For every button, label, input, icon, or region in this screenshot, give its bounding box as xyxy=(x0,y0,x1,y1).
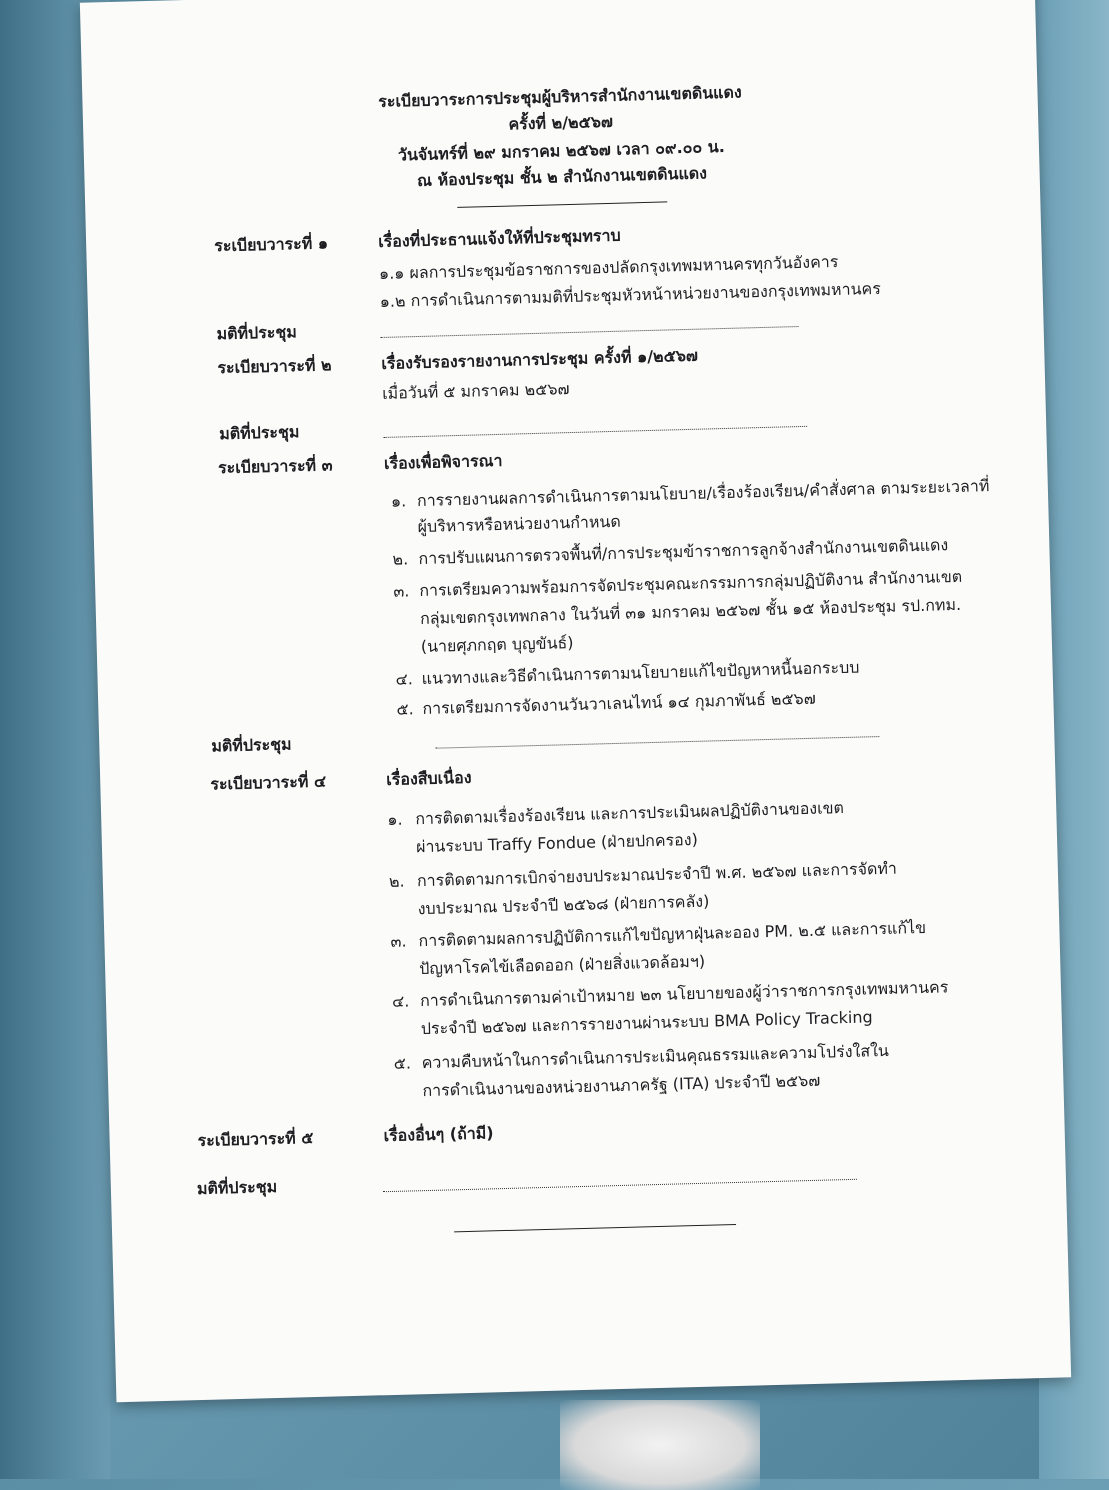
resolution-1-blank xyxy=(381,326,799,338)
agenda-3-item-4-line-1: แนวทางและวิธีดำเนินการตามนโยบายแก้ไขปัญหาหนี้นอกระบบ xyxy=(421,657,860,689)
resolution-5-label: มติที่ประชุม xyxy=(196,1176,278,1199)
agenda-1-item-1: ๑.๑ ผลการประชุมข้อราชการของปลัดกรุงเทพมหานครทุกวันอังคาร xyxy=(378,251,839,283)
agenda-1-label: ระเบียบวาระที่ ๑ xyxy=(213,233,329,256)
meeting-place: ณ ห้องประชุม ชั้น ๒ สำนักงานเขตดินแดง xyxy=(416,163,708,190)
agenda-5-label: ระเบียบวาระที่ ๕ xyxy=(197,1128,314,1151)
agenda-2-item-1: เมื่อวันที่ ๕ มกราคม ๒๕๖๗ xyxy=(381,379,570,403)
agenda-3-item-3-line-3: (นายศุภกฤต บุญขันธ์) xyxy=(420,633,574,657)
agenda-4-item-4-line-2: ประจำปี ๒๕๖๗ และการรายงานผ่านระบบ BMA Policy Tracking xyxy=(420,1007,873,1039)
agenda-4-item-2-line-1: การติดตามการเบิกจ่ายงบประมาณประจำปี พ.ศ. ๒๕๖๗ และการจัดทำ xyxy=(416,858,898,891)
agenda-3-item-2-num: ๒. xyxy=(392,549,409,569)
agenda-3-item-1-line-2: ผู้บริหารหรือหน่วยงานกำหนด xyxy=(417,511,621,537)
agenda-3-item-3-num: ๓. xyxy=(393,581,410,601)
agenda-4-item-5-line-2: การดำเนินงานของหน่วยงานภาครัฐ (ITA) ประจำปี ๒๕๖๗ xyxy=(422,1070,821,1101)
agenda-1-topic: เรื่องที่ประธานแจ้งให้ที่ประชุมทราบ xyxy=(377,225,621,252)
resolution-5-blank xyxy=(383,1179,857,1192)
resolution-1-label: มติที่ประชุม xyxy=(216,322,298,344)
agenda-2-topic: เรื่องรับรองรายงานการประชุม ครั้งที่ ๑/๒๕๖๗ xyxy=(381,345,699,373)
resolution-3-blank xyxy=(435,736,879,749)
resolution-3-label: มติที่ประชุม xyxy=(211,734,292,756)
resolution-2-blank xyxy=(383,426,807,438)
resolution-2-label: มติที่ประชุม xyxy=(218,422,300,444)
agenda-4-item-2-num: ๒. xyxy=(388,871,405,891)
session-number: ครั้งที่ ๒/๒๕๖๗ xyxy=(508,111,614,134)
agenda-3-item-1-num: ๑. xyxy=(390,491,407,511)
cloth-corner xyxy=(560,1400,760,1490)
agenda-4-item-3-line-1: การติดตามผลการปฏิบัติการแก้ไขปัญหาฝุ่นละออง PM. ๒.๕ และการแก้ไข xyxy=(418,917,927,951)
agenda-4-item-2-line-2: งบประมาณ ประจำปี ๒๕๖๘ (ฝ่ายการคลัง) xyxy=(417,891,710,919)
agenda-3-topic: เรื่องเพื่อพิจารณา xyxy=(383,450,503,473)
meeting-datetime: วันจันทร์ที่ ๒๙ มกราคม ๒๕๖๗ เวลา ๐๙.๐๐ น. xyxy=(397,136,726,165)
agenda-4-topic: เรื่องสืบเนื่อง xyxy=(386,767,472,789)
agenda-4-item-4-line-1: การดำเนินการตามค่าเป้าหมาย ๒๓ นโยบายของผู้ว่าราชการกรุงเทพมหานคร xyxy=(419,977,949,1011)
agenda-5-topic: เรื่องอื่นๆ (ถ้ามี) xyxy=(383,1123,494,1146)
agenda-4-item-3-line-2: ปัญหาโรคไข้เลือดออก (ฝ่ายสิ่งแวดล้อมฯ) xyxy=(418,951,706,979)
agenda-3-item-4-num: ๔. xyxy=(395,669,414,689)
agenda-1-item-2: ๑.๒ การดำเนินการตามมติที่ประชุมหัวหน้าหน่วยงานของกรุงเทพมหานคร xyxy=(379,278,882,311)
footer-divider xyxy=(454,1224,736,1232)
agenda-4-item-3-num: ๓. xyxy=(390,931,407,951)
agenda-4-label: ระเบียบวาระที่ ๔ xyxy=(210,771,327,794)
agenda-4-item-5-num: ๕. xyxy=(393,1053,412,1073)
agenda-4-item-1-line-1: การติดตามเรื่องร้องเรียน และการประเมินผลปฏิบัติงานของเขต xyxy=(415,798,845,829)
agenda-3-item-2-line-1: การปรับแผนการตรวจพื้นที่/การประชุมข้าราชการลูกจ้างสำนักงานเขตดินแดง xyxy=(418,535,949,569)
agenda-4-item-5-line-1: ความคืบหน้าในการดำเนินการประเมินคุณธรรมและความโปร่งใสใน xyxy=(421,1040,890,1073)
document-title: ระเบียบวาระการประชุมผู้บริหารสำนักงานเขตดินแดง xyxy=(378,82,742,111)
agenda-3-item-3-line-2: กลุ่มเขตกรุงเทพกลาง ในวันที่ ๓๑ มกราคม ๒๕๖๗ ชั้น ๑๕ ห้องประชุม รป.กทม. xyxy=(419,594,962,629)
agenda-4-item-1-line-2: ผ่านระบบ Traffy Fondue (ฝ่ายปกครอง) xyxy=(415,829,699,857)
agenda-3-item-5-num: ๕. xyxy=(396,699,414,719)
agenda-3-item-3-line-1: การเตรียมความพร้อมการจัดประชุมคณะกรรมการกลุ่มปฏิบัติงาน สำนักงานเขต xyxy=(419,566,963,601)
header-divider xyxy=(457,201,667,207)
agenda-4-item-1-num: ๑. xyxy=(387,809,403,829)
agenda-4-item-4-num: ๔. xyxy=(391,991,410,1011)
agenda-sheet xyxy=(80,0,1071,1402)
agenda-3-label: ระเบียบวาระที่ ๓ xyxy=(217,455,333,478)
agenda-3-item-1-line-1: การรายงานผลการดำเนินการตามนโยบาย/เรื่องร้องเรียน/คำสั่งศาล ตามระยะเวลาที่ xyxy=(416,476,990,511)
agenda-3-item-5-line-1: การเตรียมการจัดงานวันวาเลนไทน์ ๑๔ กุมภาพันธ์ ๒๕๖๗ xyxy=(422,688,816,719)
agenda-2-label: ระเบียบวาระที่ ๒ xyxy=(217,355,332,378)
